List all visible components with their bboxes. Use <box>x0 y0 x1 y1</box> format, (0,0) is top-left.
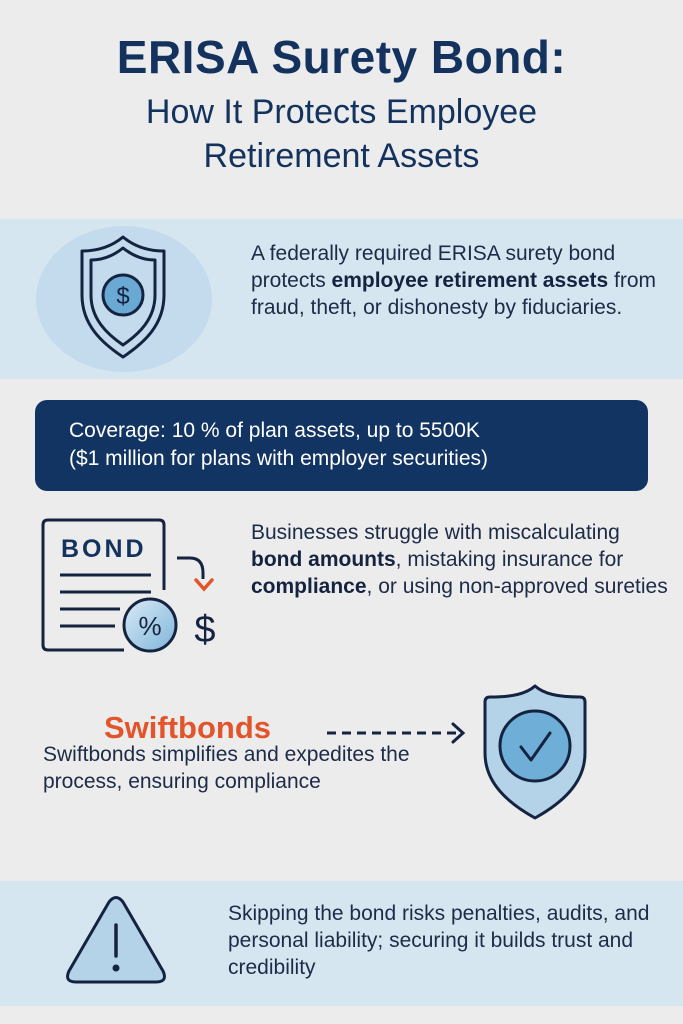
shield-dollar-icon <box>78 233 168 363</box>
swiftbonds-text: Swiftbonds simplifies and expedites the process, ensuring compliance <box>43 743 410 793</box>
bond-label: BOND <box>61 535 147 563</box>
subtitle-line-2: Retirement Assets <box>203 137 480 175</box>
coverage-banner <box>35 400 648 491</box>
header <box>0 30 683 178</box>
protection-emphasis: employee retirement assets <box>331 269 609 292</box>
swiftbonds-brand: Swiftbonds <box>104 710 272 745</box>
page-subtitle <box>0 90 683 178</box>
warning-text: Skipping the bond risks penalties, audits, and personal liability; securing it builds trust and credibility <box>228 902 650 979</box>
page-title: ERISA Surety Bond: <box>116 31 567 83</box>
bond-document-icon <box>40 515 230 660</box>
struggles-text: Businesses struggle with miscalculating bond amounts, mistaking insurance for compliance, or using non-approved sureties <box>251 521 668 598</box>
shield-check-icon <box>482 683 588 821</box>
percent-symbol: % <box>138 611 162 641</box>
coverage-line-2: ($1 million for plans with employer securities) <box>69 447 488 470</box>
protection-text: A federally required ERISA surety bond protects employee retirement assets from fraud, theft, or dishonesty by fiduciaries. <box>251 242 657 319</box>
svg-text:$: $ <box>116 283 130 310</box>
warning-triangle-icon <box>64 895 168 987</box>
dollar-symbol: $ <box>194 609 216 651</box>
coverage-line-1: Coverage: 10 % of plan assets, up to 5500K <box>69 419 480 442</box>
subtitle-line-1: How It Protects Employee <box>145 93 538 131</box>
